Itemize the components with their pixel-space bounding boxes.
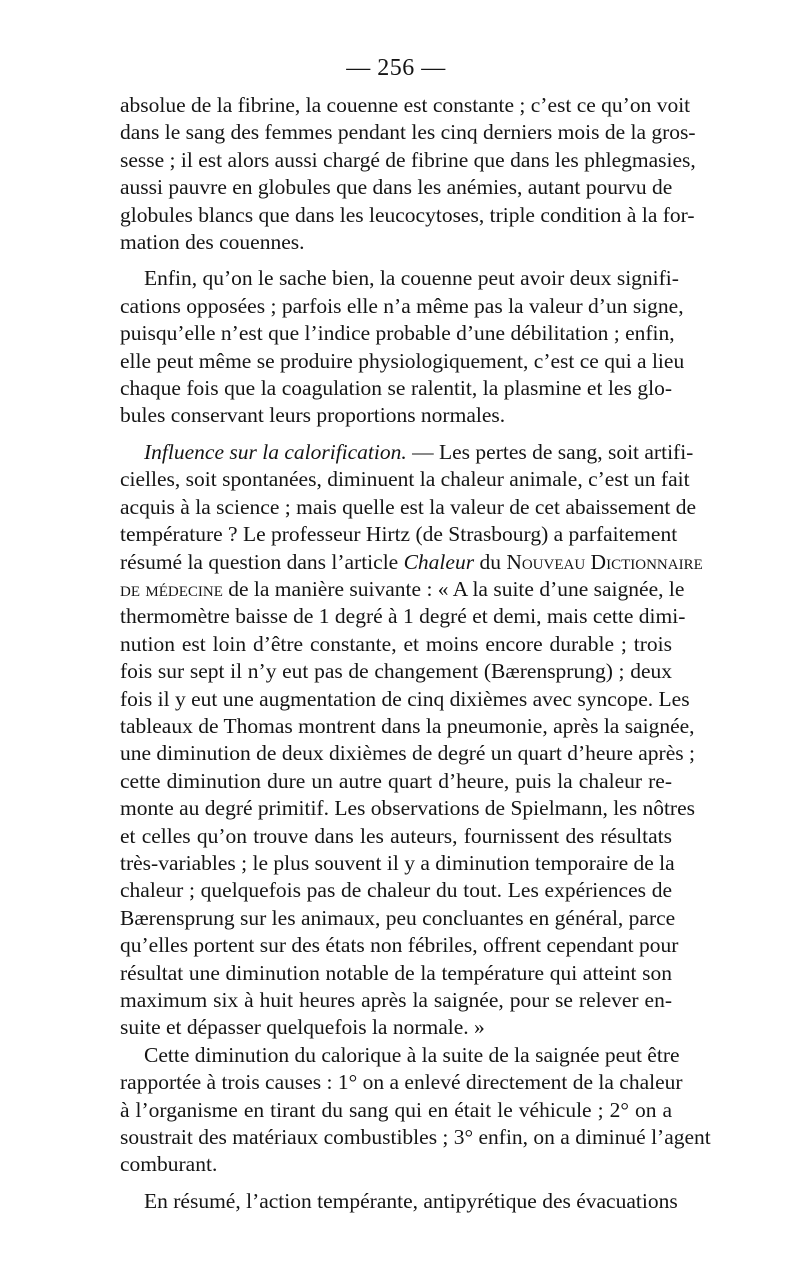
text-line: puisqu’elle n’est que l’indice probable d’une débilitation ; enfin, — [120, 321, 675, 346]
paragraph-5 — [120, 1188, 678, 1215]
article-title: Chaleur — [403, 549, 475, 574]
text-line: maximum six à huit heures après la saignée, pour se relever en- — [120, 988, 672, 1012]
text-line: cielles, soit spontanées, diminuent la chaleur animale, c’est un fait — [120, 467, 690, 492]
text-line: soustrait des matériaux combustibles ; 3° enfin, on a diminué l’agent — [120, 1125, 711, 1150]
text-line: et celles qu’on trouve dans les auteurs, fournissent des résultats — [120, 823, 672, 848]
text-line: comburant. — [120, 1152, 218, 1177]
text-line: cations opposées ; parfois elle n’a même pas la valeur d’un signe, — [120, 293, 684, 318]
text-line — [120, 549, 703, 576]
text-line: En résumé, l’action tempérante, antipyrétique des évacuations — [144, 1188, 678, 1213]
text-line: une diminution de deux dixièmes de degré un quart d’heure après ; — [120, 741, 695, 766]
book-title-cont: de médecine — [120, 576, 223, 601]
text-line: cette diminution dure un autre quart d’heure, puis la chaleur re- — [120, 768, 672, 793]
text-line: monte au degré primitif. Les observations de Spielmann, les nôtres — [120, 796, 695, 821]
text-span: du — [474, 549, 507, 574]
text-line: Enfin, qu’on le sache bien, la couenne peut avoir deux signifi- — [144, 266, 679, 291]
text-line: très-variables ; le plus souvent il y a diminution temporaire de la — [120, 850, 675, 875]
text-line: acquis à la science ; mais quelle est la valeur de cet abaissement de — [120, 494, 697, 519]
text-line: dans le sang des femmes pendant les cinq derniers mois de la gros- — [120, 120, 696, 145]
text-line: aussi pauvre en globules que dans les anémies, autant pourvu de — [120, 175, 673, 200]
text-line: nution est loin d’être constante, et moins encore durable ; trois — [120, 631, 672, 656]
text-line: à l’organisme en tirant du sang qui en était le véhicule ; 2° on a — [120, 1097, 672, 1122]
paragraph-4 — [120, 1042, 711, 1179]
text-line: fois il y eut une augmentation de cinq dixièmes avec syncope. Les — [120, 686, 690, 711]
text-line: Bærensprung sur les animaux, peu concluantes en général, parce — [120, 905, 676, 930]
text-line: tableaux de Thomas montrent dans la pneumonie, après la saignée, — [120, 713, 695, 738]
text-line: fois sur sept il n’y eut pas de changement (Bærensprung) ; deux — [120, 659, 672, 684]
paragraph-1 — [120, 92, 696, 256]
text-line: bules conservant leurs proportions normales. — [120, 403, 506, 428]
text-span: — Les pertes de sang, soit artifi- — [406, 439, 694, 464]
text-line: température ? Le professeur Hirtz (de Strasbourg) a parfaitement — [120, 522, 678, 547]
text-line: elle peut même se produire physiologiquement, c’est ce qui a lieu — [120, 348, 685, 373]
text-line: rapportée à trois causes : 1° on a enlevé directement de la chaleur — [120, 1070, 683, 1095]
section-heading: Influence sur la calorification. — [144, 439, 407, 464]
document-page — [120, 50, 711, 1215]
book-title: Nouveau Dictionnaire — [506, 549, 703, 574]
text-line: résultat une diminution notable de la température qui atteint son — [120, 960, 672, 985]
text-line: mation des couennes. — [120, 230, 305, 255]
text-span: résumé la question dans l’article — [120, 549, 404, 574]
text-line: absolue de la fibrine, la couenne est constante ; c’est ce qu’on voit — [120, 93, 691, 117]
text-line: qu’elles portent sur des états non fébriles, offrent cependant pour — [120, 933, 679, 958]
text-line: thermomètre baisse de 1 degré à 1 degré et demi, mais cette dimi- — [120, 604, 686, 629]
text-line: suite et dépasser quelquefois la normale. » — [120, 1015, 485, 1040]
text-line: Cette diminution du calorique à la suite de la saignée peut être — [144, 1042, 680, 1067]
text-line — [120, 439, 694, 466]
text-span: de la manière suivante : « A la suite d’une saignée, le — [222, 576, 685, 601]
text-line — [120, 576, 685, 603]
text-line: chaque fois que la coagulation se ralentit, la plasmine et les glo- — [120, 376, 672, 401]
text-line: globules blancs que dans les leucocytoses, triple condition à la for- — [120, 202, 695, 227]
text-line: sesse ; il est alors aussi chargé de fibrine que dans les phlegmasies, — [120, 147, 696, 172]
text-line: chaleur ; quelquefois pas de chaleur du tout. Les expériences de — [120, 878, 672, 903]
paragraph-3 — [120, 439, 703, 1042]
paragraph-2 — [120, 265, 685, 429]
page-number: — 256 — — [346, 55, 446, 81]
